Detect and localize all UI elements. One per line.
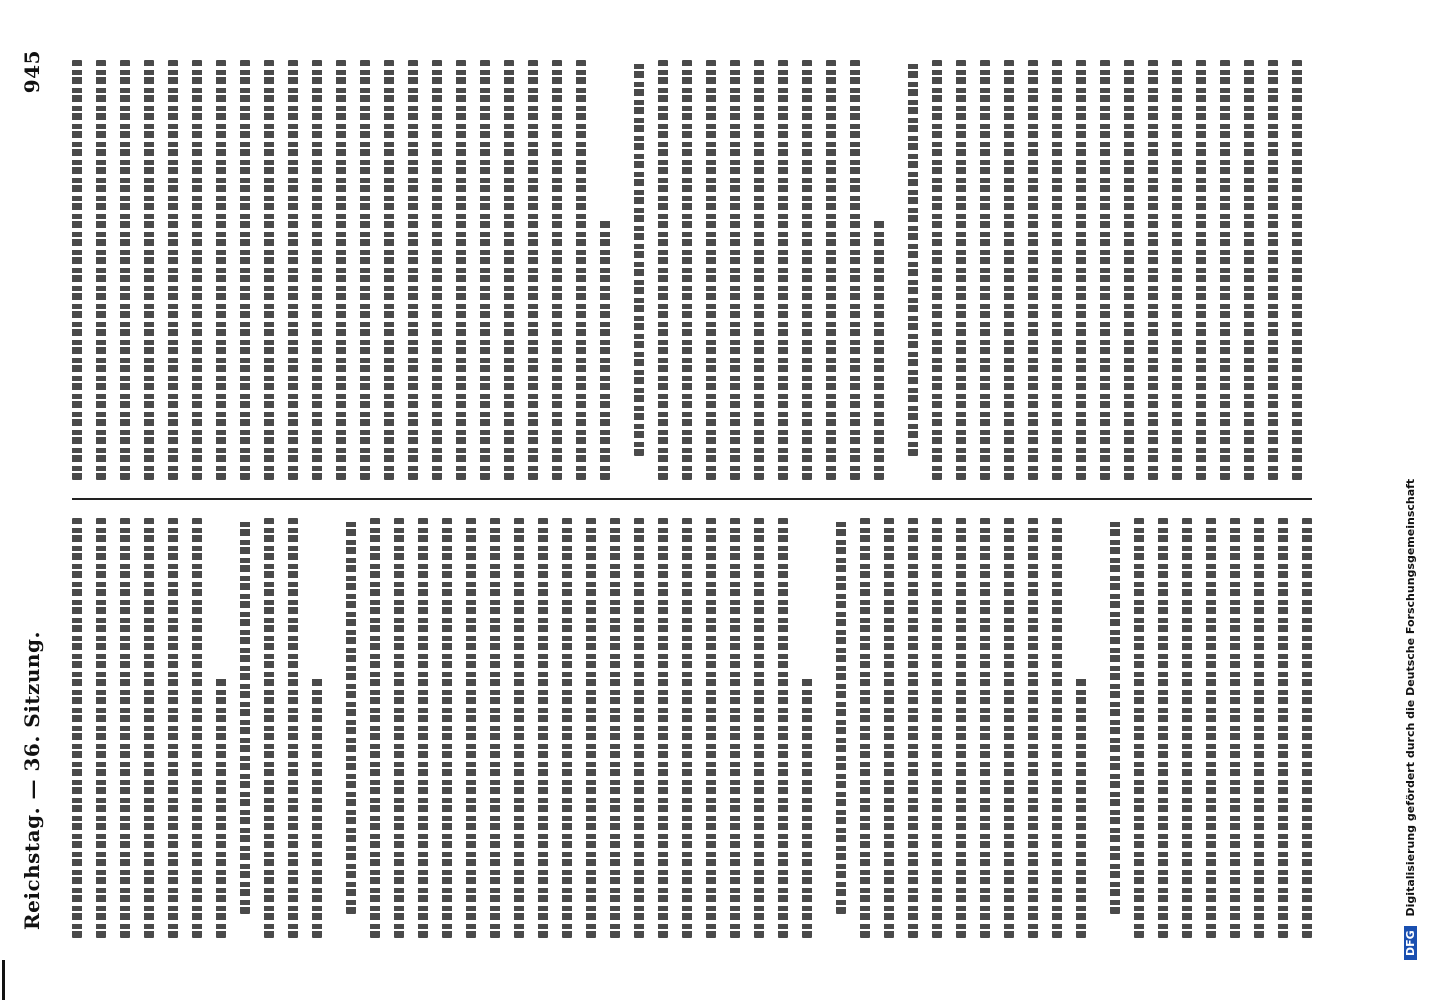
text-column-right [72,60,1312,480]
scan-edge-mark [2,960,5,1000]
page-header [20,50,56,930]
page-number: 945 [20,50,44,94]
text-column-left [72,518,1312,938]
digitization-credit [1404,40,1426,960]
dfg-logo: DFG [1404,926,1417,960]
credit-text: Digitalisierung gefördert durch die Deutsche Forschungsgemeinschaft [1404,478,1417,917]
header-left: Reichstag. — 36. Sitzung. [20,631,44,930]
column-divider [72,498,1312,500]
